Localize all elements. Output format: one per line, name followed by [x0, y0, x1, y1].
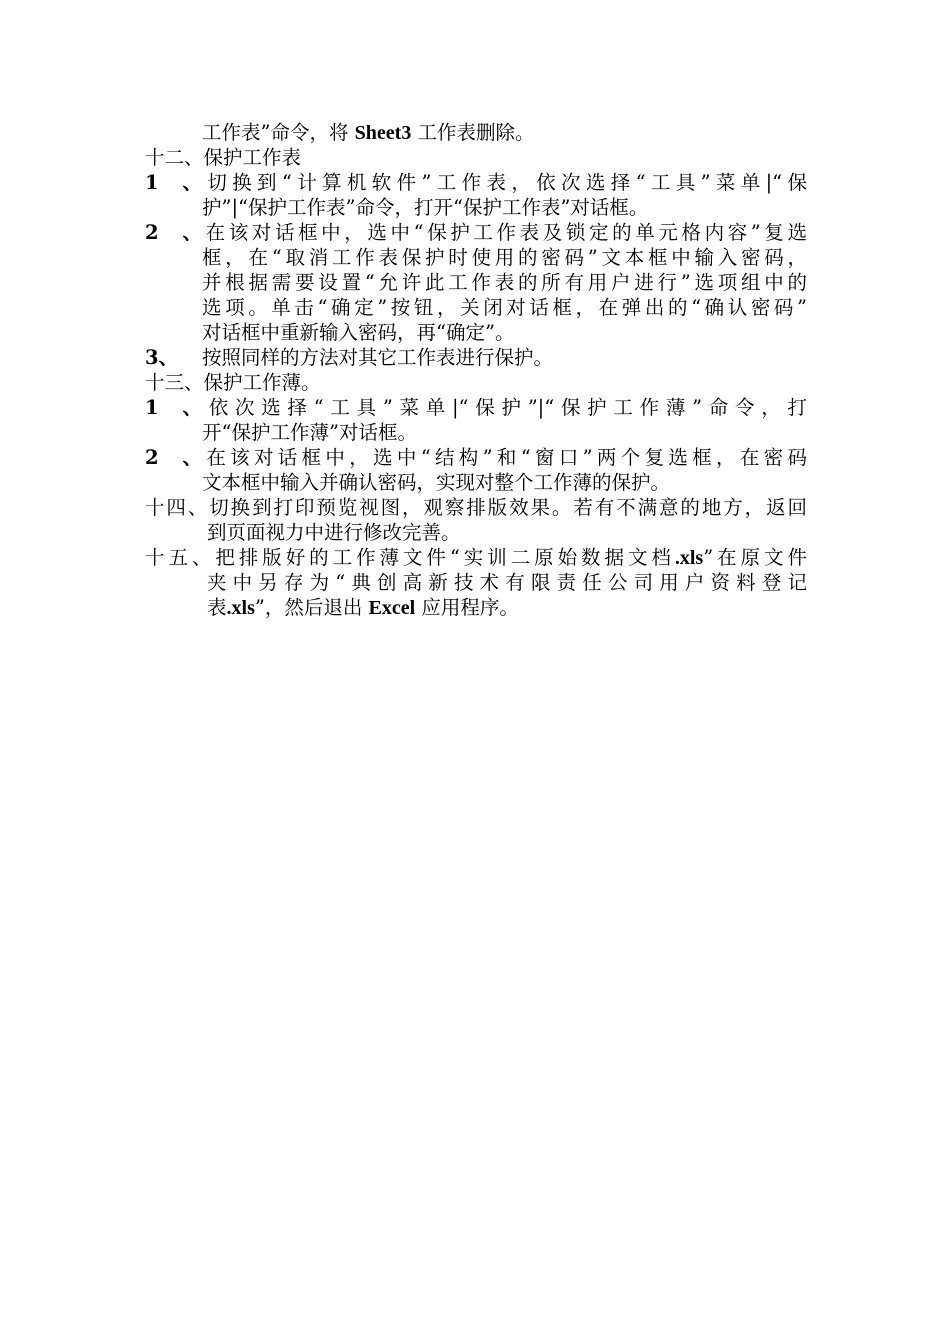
list-number: 1、 — [145, 396, 202, 419]
section-15-cont: 夹中另存为“典创高新技术有限责任公司用户资料登记 — [207, 571, 807, 594]
list-item-12-2: 2、在该对话框中，选中“保护工作表及锁定的单元格内容”复选 — [145, 221, 807, 244]
list-item-12-2-cont: 并根据需要设置“允许此工作表的所有用户进行”选项组中的 — [202, 271, 807, 294]
document-body — [145, 120, 807, 620]
section-15-cont: 表.xls”，然后退出 Excel 应用程序。 — [207, 596, 519, 619]
section-14: 十四、切换到打印预览视图，观察排版效果。若有不满意的地方，返回 — [145, 496, 807, 519]
section-15: 十五、把排版好的工作薄文件“实训二原始数据文档.xls”在原文件 — [145, 546, 807, 569]
list-item-12-2-cont: 框，在“取消工作表保护时使用的密码”文本框中输入密码， — [202, 246, 807, 269]
list-item-13-1: 1、依次选择“工具”菜单|“保护”|“保护工作薄”命令，打 — [145, 396, 807, 419]
section-heading-13: 十三、保护工作薄。 — [145, 371, 321, 394]
list-item-12-2-cont: 选项。单击“确定”按钮，关闭对话框，在弹出的“确认密码” — [202, 296, 807, 319]
list-number: 1、 — [145, 171, 202, 194]
list-item-12-3: 3、 按照同样的方法对其它工作表进行保护。 — [145, 346, 554, 369]
section-heading-12: 十二、保护工作表 — [145, 146, 302, 169]
list-item-13-1-cont: 开“保护工作薄”对话框。 — [202, 421, 417, 444]
list-item-12-1: 1、切换到“计算机软件”工作表，依次选择“工具”菜单|“保 — [145, 171, 807, 194]
list-item-13-2: 2、在该对话框中，选中“结构”和“窗口”两个复选框，在密码 — [145, 446, 807, 469]
list-number: 2、 — [145, 221, 202, 244]
list-number: 2、 — [145, 446, 202, 469]
section-14-cont: 到页面视力中进行修改完善。 — [207, 521, 461, 544]
list-number: 3、 — [145, 346, 179, 369]
list-item-12-2-cont: 对话框中重新输入密码，再“确定”。 — [202, 321, 515, 344]
list-item-13-2-cont: 文本框中输入并确认密码，实现对整个工作薄的保护。 — [202, 471, 671, 494]
list-item-12-1-cont: 护”|“保护工作表”命令，打开“保护工作表”对话框。 — [202, 196, 649, 219]
paragraph-continuation: 工作表”命令，将 Sheet3 工作表删除。 — [202, 121, 535, 144]
